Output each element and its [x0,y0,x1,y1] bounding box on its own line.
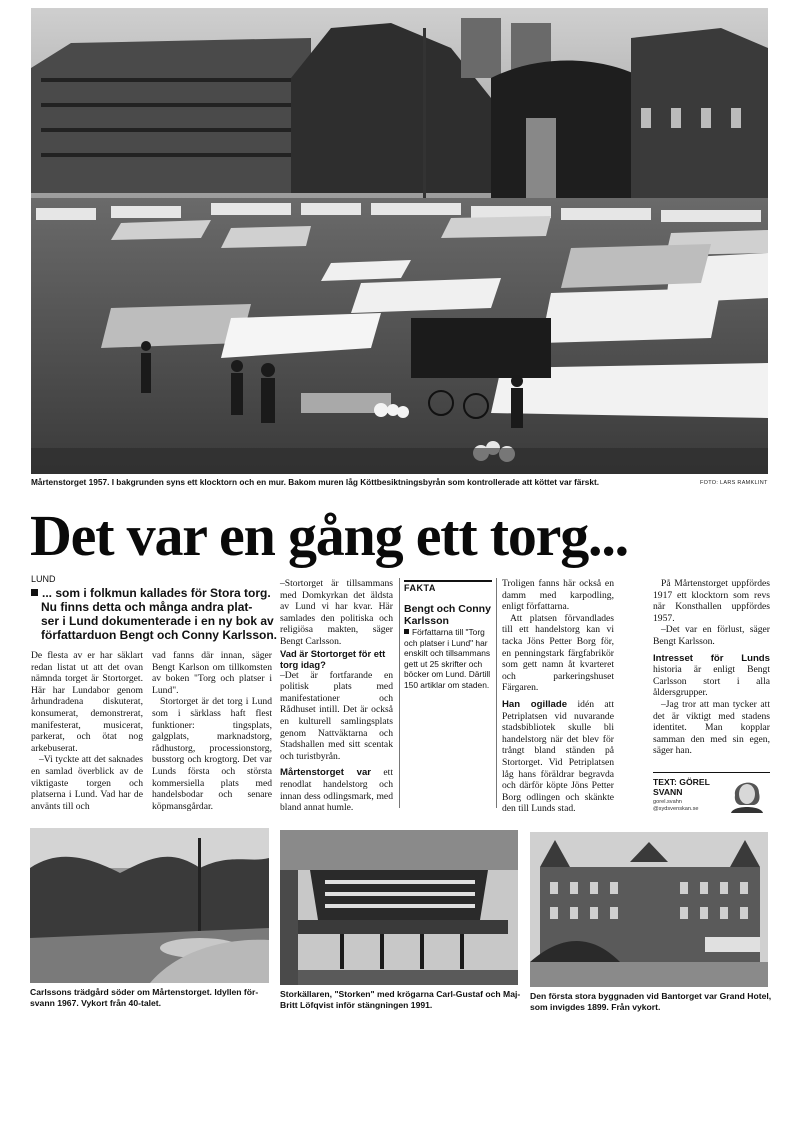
article-column-1 [31,650,143,812]
article-column-3 [280,578,393,814]
byline [653,772,770,813]
garden-caption [30,987,275,1009]
paragraph: –Det är fortfarande en politisk plats med manifestationer och Rådhuset intill. Det är också en kulturell samlingsplats genom Nattväktarna och Stadshallen med sitt scentak och turistbyrån. [280,669,393,762]
lead-in: Intresset för Lunds [653,652,770,664]
photo-credit: FOTO: LARS RAMKLINT [700,480,768,486]
caption-line: som invigdes 1899. Från vykort. [530,1002,661,1012]
caption-line: Britt Löfqvist inför stängningen 1991. [280,1000,433,1010]
byline-email [653,799,698,813]
subheading: Vad är Stortorget för ett torg idag? [280,647,386,670]
headline: Det var en gång ett torg... [30,503,628,568]
ingress-line: ser i Lund dokumenterade i en ny bok av [41,614,274,628]
fakta-label: FAKTA [404,580,492,593]
bullet-square-icon [31,589,38,596]
caption-line: Carlssons trädgård söder om Mårtenstorget. Idyllen för- [30,987,259,997]
byline-label-line: SVANN [653,787,683,797]
article-column-6 [653,578,770,757]
bullet-square-icon [404,629,409,634]
byline-label-line: TEXT: GÖREL [653,777,710,787]
paragraph: På Mårtenstorget uppfördes 1917 ett klocktorn som revs när Konsthallen uppfördes 1957. [653,578,770,624]
grand-hotel-caption [530,991,775,1013]
ingress-line: Nu finns detta och många andra plat- [41,600,253,614]
byline-label [653,777,710,797]
fakta-body-text: Författarna till "Torg och platser i Lund" har enskilt och tillsammans gett ut 25 skrifter och böcker om Lund. Därtill 150 artiklar om staden. [404,627,491,690]
author-portrait [729,775,765,813]
paragraph-text: ett renodlat handelstorg och innan dess odlingsmark, med bland annat humle. [280,767,393,814]
caption-line: svann 1967. Vykort från 40-talet. [30,998,162,1008]
paragraph-text: historia är enligt Bengt Carlsson stort i alla åldersgrupper. [653,664,770,699]
fakta-title [404,603,492,627]
byline-email-line: @sydsvenskan.se [653,806,699,812]
garden-photo [30,828,269,983]
main-photo-caption: Mårtenstorget 1957. I bakgrunden syns ett klocktorn och en mur. Bakom muren låg Köttbesiktningsbyrån som kontrollerade att köttet var färskt. [31,477,600,487]
paragraph: Att platsen förvandlades till ett handelstorg kan vi tacka Jöns Petter Borg för, en penningstark färgfabrikör som gett namn åt kvarteret och parkeringshuset Färgaren. [502,612,614,694]
byline-email-line: gorel.svahn [653,799,682,805]
market-photo-illustration [31,8,768,474]
ingress-line: författarduon Bengt och Conny Karlsson. [41,628,278,642]
lead-in: Mårtenstorget var [280,767,372,779]
article-column-2 [152,650,272,812]
paragraph: Troligen fanns här också en damm med karpodling, enligt författarna. [502,578,614,613]
caption-line: Den första stora byggnaden vid Bantorget var Grand Hotel, [530,991,772,1001]
grand-hotel-photo [530,832,768,987]
fakta-body [404,627,492,691]
lead-in: Han ogillade [502,698,568,710]
ingress [31,586,291,642]
fakta-divider-right [496,578,497,808]
storkallaren-caption [280,989,525,1011]
article-column-5 [502,578,614,815]
storkallaren-photo [280,830,518,985]
paragraph-text: idén att Petriplatsen vid nuvarande stadsbibliotek skulle bli handelstorg när det blev för trångt bland ständen på Stortorget. Vid Petriplatsen låg hans föräldrar begravda och därför köpte Jöns Petter Borg odlingen och skänkte den till Lunds stad. [502,698,614,815]
caption-line: Storkällaren, "Storken" med krögarna Carl-Gustaf och Maj- [280,989,521,999]
main-photo [31,8,768,474]
paragraph: Stortorget är det torg i Lund som i särklass haft flest funktioner: tingsplats, galgplats, marknadstorg, rådhustorg, processionstorg, busstorg och krogtorg. Det var Lunds första och största kommersiella plats med handelsbodar och senare köpmansgårdar. [152,696,272,812]
fakta-divider-left [399,578,400,808]
ingress-line: ... som i folkmun kallades för Stora torg. [42,586,271,600]
paragraph: vad fanns där innan, säger Bengt Karlson om tillkomsten av boken "Torg och platser i Lund". [152,650,272,696]
paragraph: –Jag tror att man tycker att det är viktigt med stadens identitet. Man kopplar samman den med sin egen, säger han. [653,698,770,757]
paragraph: –Det var en förlust, säger Bengt Karlsson. [653,624,770,647]
fakta-box [404,580,492,691]
fakta-title-line: Karlsson [404,615,449,627]
paragraph: De flesta av er har säklart redan listat ut att det ovan nämnda torget är Stortorget. Här har Lundabor genom århundradena diskuterat, konsumerat, demonstrerat, manifesterat, musicerat, parkerat, och ötat nog arkebuserat. [31,650,143,754]
fakta-title-line: Bengt och Conny [404,603,491,615]
paragraph: –Vi tyckte att det saknades en samlad överblick av de viktigaste torgen och platserna i Lund. Vad har de använts till och [31,754,143,812]
kicker-location: LUND [31,574,56,584]
paragraph: –Stortorget är tillsammans med Domkyrkan det äldsta av Lund vi har kvar. Här samlades den politiska och religiösa makten, säger Bengt Carlsson. [280,578,393,647]
